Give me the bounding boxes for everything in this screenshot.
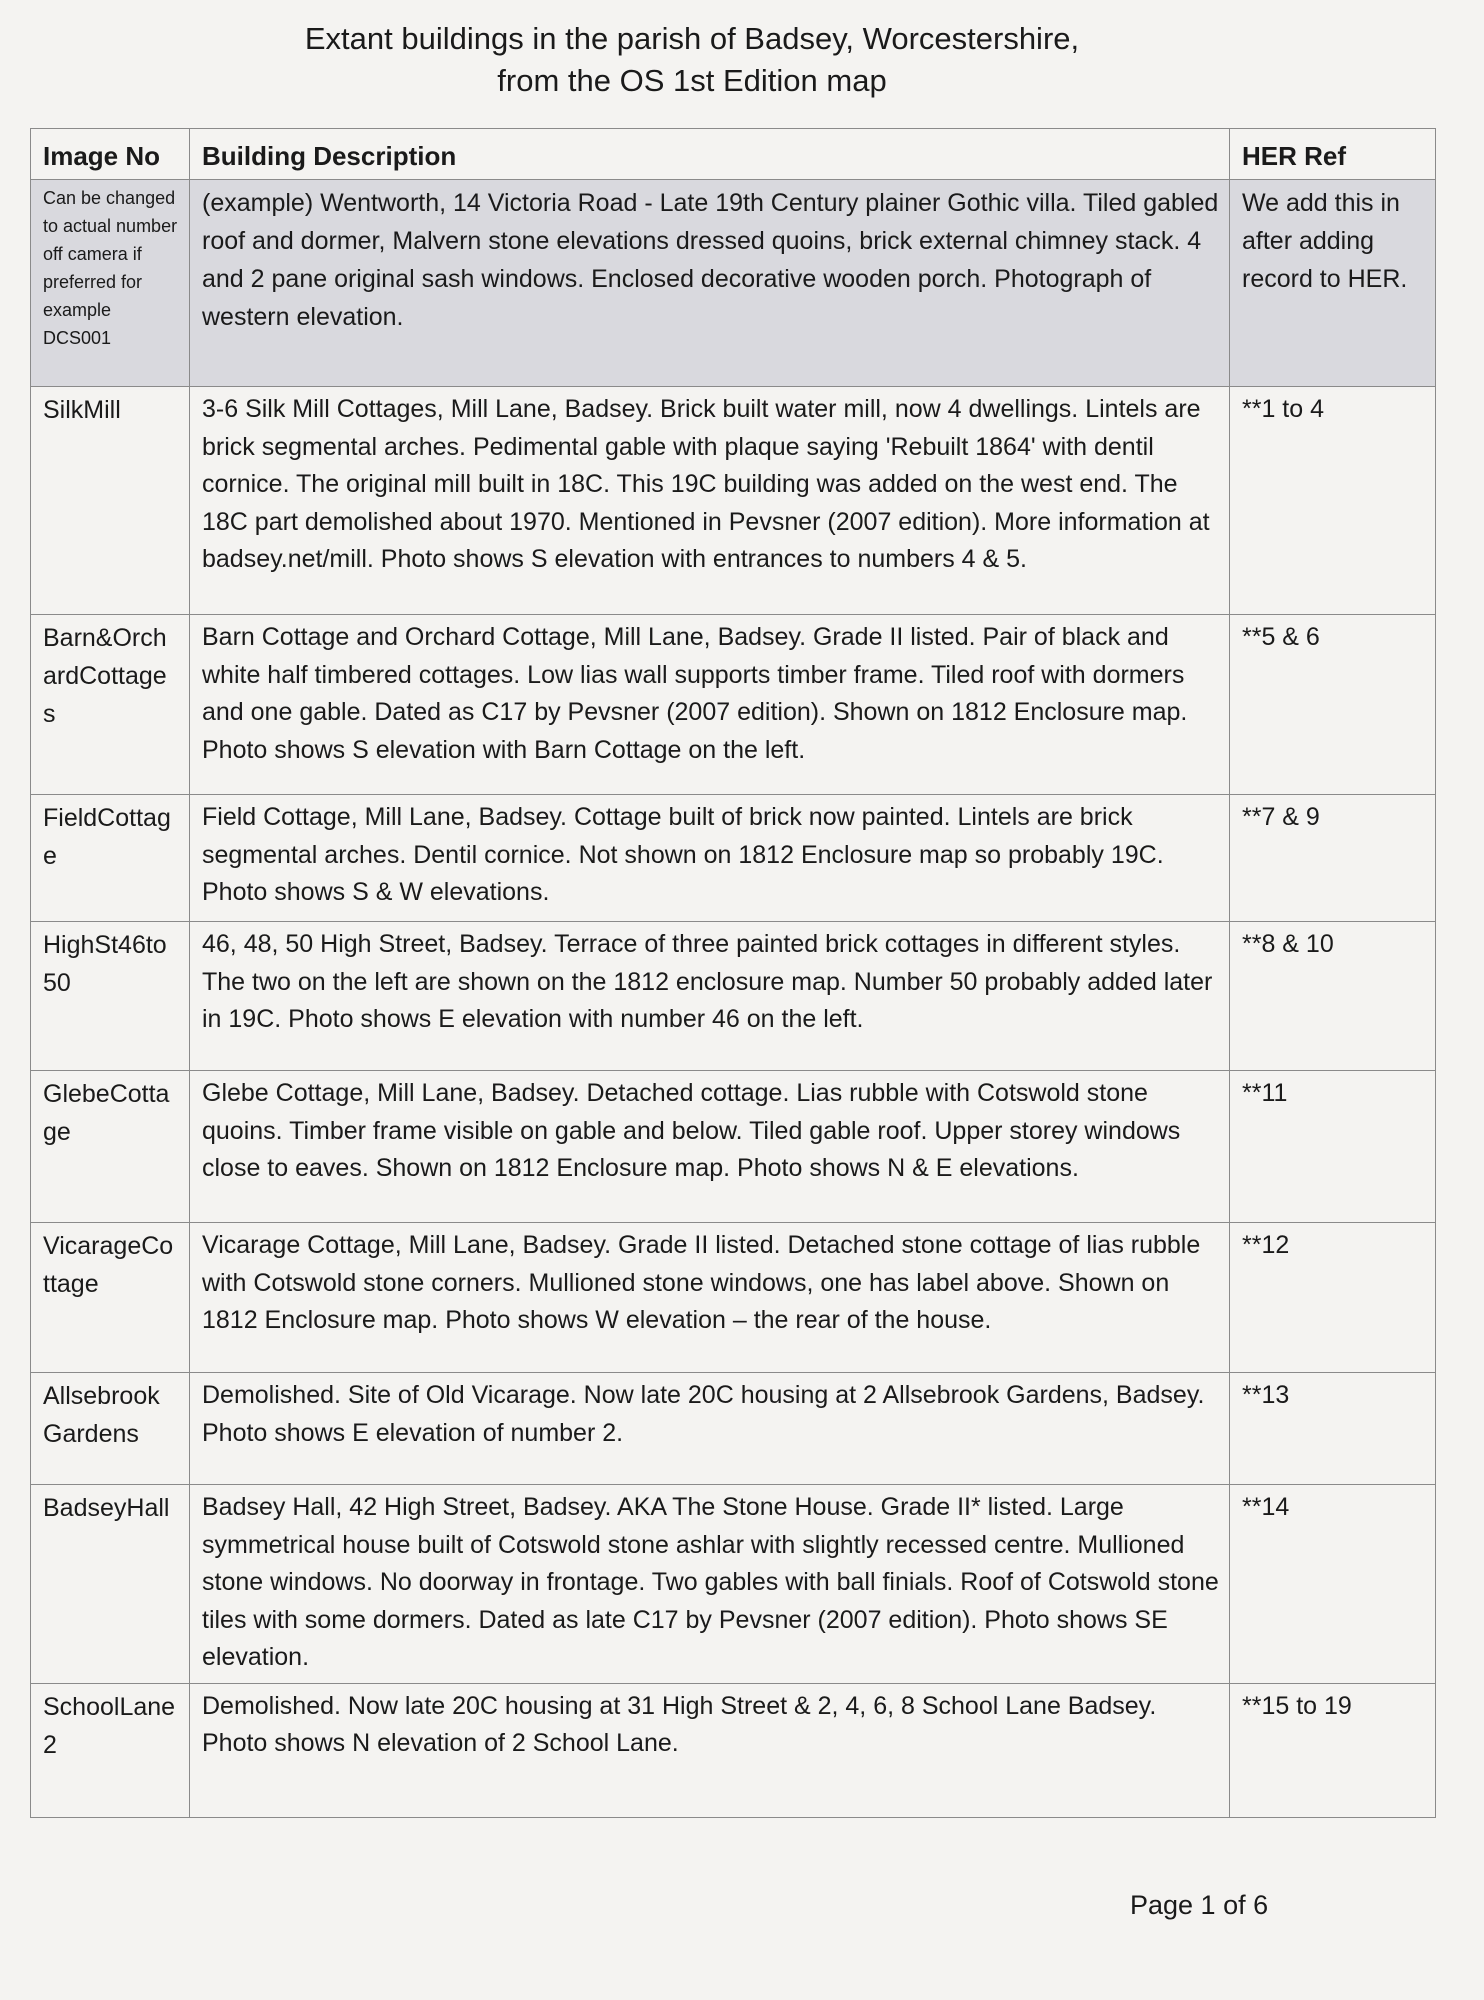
- her-ref-cell: **1 to 4: [1230, 387, 1436, 615]
- her-ref-cell: **8 & 10: [1230, 922, 1436, 1071]
- description-cell: Demolished. Now late 20C housing at 31 High Street & 2, 4, 6, 8 School Lane Badsey. Photo shows N elevation of 2 School Lane.: [190, 1683, 1230, 1817]
- header-her-ref: HER Ref: [1230, 129, 1436, 180]
- header-building-description: Building Description: [190, 129, 1230, 180]
- image-no-cell: GlebeCottage: [31, 1071, 190, 1223]
- her-ref-cell: **5 & 6: [1230, 615, 1436, 795]
- example-image-no: Can be changed to actual number off camera if preferred for example DCS001: [31, 180, 190, 387]
- example-description: (example) Wentworth, 14 Victoria Road - Late 19th Century plainer Gothic villa. Tiled gabled roof and dormer, Malvern stone elevations dressed quoins, brick external chimney stack. 4 and 2 pane original sash windows. Enclosed decorative wooden porch. Photograph of western elevation.: [190, 180, 1230, 387]
- image-no-cell: Barn&OrchardCottages: [31, 615, 190, 795]
- image-no-cell: BadseyHall: [31, 1485, 190, 1684]
- table-row: [31, 615, 1436, 795]
- example-row: [31, 180, 1436, 387]
- image-no-cell: VicarageCottage: [31, 1223, 190, 1373]
- image-no-cell: Allsebrook Gardens: [31, 1373, 190, 1485]
- her-ref-cell: **14: [1230, 1485, 1436, 1684]
- description-cell: Vicarage Cottage, Mill Lane, Badsey. Grade II listed. Detached stone cottage of lias rubble with Cotswold stone corners. Mullioned stone windows, one has label above. Shown on 1812 Enclosure map. Photo shows W elevation – the rear of the house.: [190, 1223, 1230, 1373]
- description-cell: Barn Cottage and Orchard Cottage, Mill Lane, Badsey. Grade II listed. Pair of black and white half timbered cottages. Low lias wall supports timber frame. Tiled roof with dormers and one gable. Dated as C17 by Pevsner (2007 edition). Shown on 1812 Enclosure map. Photo shows S elevation with Barn Cottage on the left.: [190, 615, 1230, 795]
- header-image-no: Image No: [31, 129, 190, 180]
- her-ref-cell: **7 & 9: [1230, 795, 1436, 922]
- description-cell: Badsey Hall, 42 High Street, Badsey. AKA The Stone House. Grade II* listed. Large symmetrical house built of Cotswold stone ashlar with slightly recessed centre. Mullioned stone windows. No doorway in frontage. Two gables with ball finials. Roof of Cotswold stone tiles with some dormers. Dated as late C17 by Pevsner (2007 edition). Photo shows SE elevation.: [190, 1485, 1230, 1684]
- description-cell: 46, 48, 50 High Street, Badsey. Terrace of three painted brick cottages in different styles. The two on the left are shown on the 1812 enclosure map. Number 50 probably added later in 19C. Photo shows E elevation with number 46 on the left.: [190, 922, 1230, 1071]
- table-row: [31, 1373, 1436, 1485]
- title-line-1: Extant buildings in the parish of Badsey, Worcestershire,: [304, 21, 1080, 56]
- her-ref-cell: **12: [1230, 1223, 1436, 1373]
- image-no-cell: HighSt46to50: [31, 922, 190, 1071]
- example-her-ref: We add this in after adding record to HER.: [1230, 180, 1436, 387]
- table-row: [31, 1223, 1436, 1373]
- her-ref-cell: **15 to 19: [1230, 1683, 1436, 1817]
- table-header-row: [31, 129, 1436, 180]
- table-row: [31, 1683, 1436, 1817]
- table-row: [31, 1071, 1436, 1223]
- table-row: [31, 387, 1436, 615]
- her-ref-cell: **13: [1230, 1373, 1436, 1485]
- image-no-cell: SchoolLane2: [31, 1683, 190, 1817]
- title-line-2: from the OS 1st Edition map: [497, 63, 887, 98]
- page-number: Page 1 of 6: [1130, 1890, 1269, 1920]
- page-title: [0, 18, 1384, 102]
- description-cell: Demolished. Site of Old Vicarage. Now late 20C housing at 2 Allsebrook Gardens, Badsey. Photo shows E elevation of number 2.: [190, 1373, 1230, 1485]
- description-cell: Glebe Cottage, Mill Lane, Badsey. Detached cottage. Lias rubble with Cotswold stone quoins. Timber frame visible on gable and below. Tiled gable roof. Upper storey windows close to eaves. Shown on 1812 Enclosure map. Photo shows N & E elevations.: [190, 1071, 1230, 1223]
- description-cell: 3-6 Silk Mill Cottages, Mill Lane, Badsey. Brick built water mill, now 4 dwellings. Lintels are brick segmental arches. Pedimental gable with plaque saying 'Rebuilt 1864' with dentil cornice. The original mill built in 18C. This 19C building was added on the west end. The 18C part demolished about 1970. Mentioned in Pevsner (2007 edition). More information at badsey.net/mill. Photo shows S elevation with entrances to numbers 4 & 5.: [190, 387, 1230, 615]
- buildings-table: [30, 128, 1436, 1818]
- table-row: [31, 795, 1436, 922]
- table-row: [31, 1485, 1436, 1684]
- image-no-cell: FieldCottage: [31, 795, 190, 922]
- image-no-cell: SilkMill: [31, 387, 190, 615]
- her-ref-cell: **11: [1230, 1071, 1436, 1223]
- description-cell: Field Cottage, Mill Lane, Badsey. Cottage built of brick now painted. Lintels are brick segmental arches. Dentil cornice. Not shown on 1812 Enclosure map so probably 19C. Photo shows S & W elevations.: [190, 795, 1230, 922]
- table-row: [31, 922, 1436, 1071]
